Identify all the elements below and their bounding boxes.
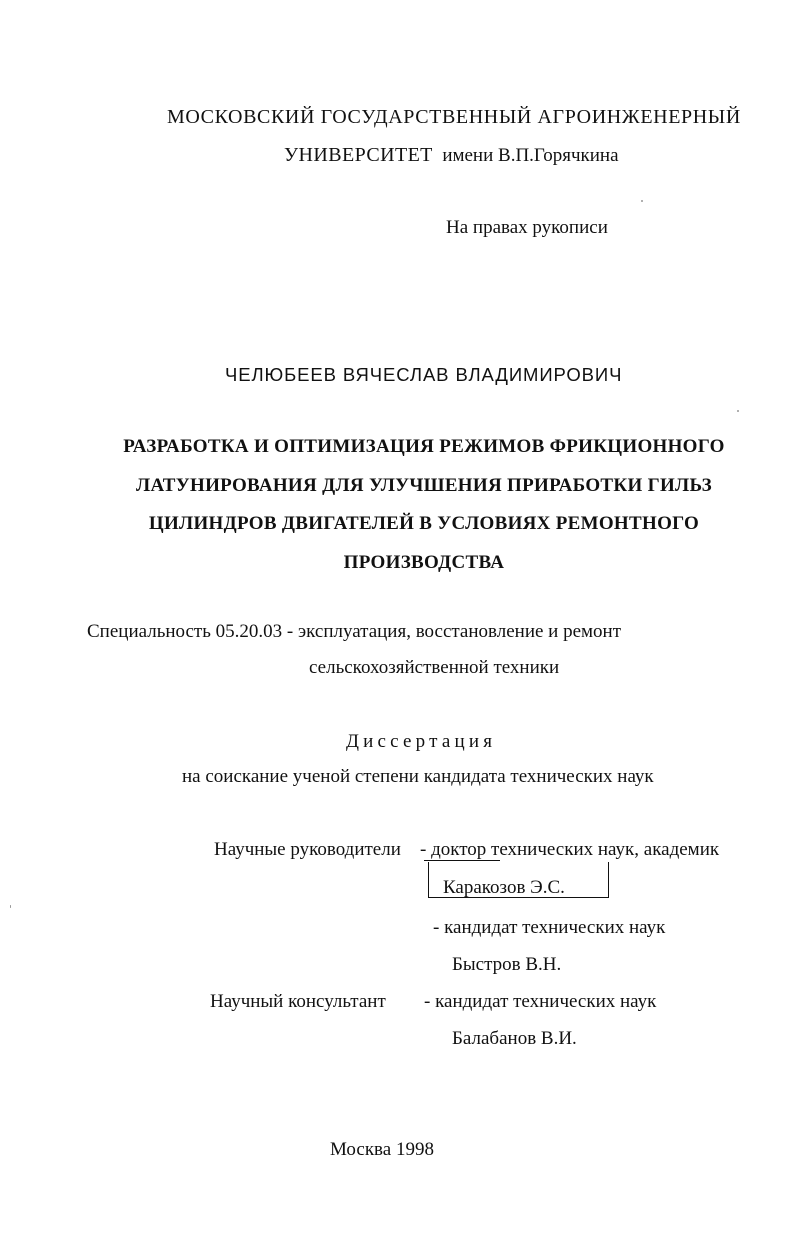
dissertation-title (100, 428, 748, 582)
title-line: ЦИЛИНДРОВ ДВИГАТЕЛЕЙ В УСЛОВИЯХ РЕМОНТНОГО (148, 513, 700, 534)
institution-university: УНИВЕРСИТЕТ (284, 144, 433, 166)
consultant-role: - кандидат технических наук (424, 991, 657, 1012)
scan-speck (737, 410, 739, 412)
title-line: РАЗРАБОТКА И ОПТИМИЗАЦИЯ РЕЖИМОВ ФРИКЦИОННОГО (123, 436, 725, 457)
specialty-line-2: сельскохозяйственной техники (309, 657, 560, 678)
institution-line-2 (284, 143, 619, 168)
supervisors-label: Научные руководители (214, 839, 401, 860)
consultant-label: Научный консультант (210, 991, 386, 1012)
title-line: ЛАТУНИРОВАНИЯ ДЛЯ УЛУЧШЕНИЯ ПРИРАБОТКИ ГИЛЬЗ (136, 474, 712, 496)
title-line: ПРОИЗВОДСТВА (343, 551, 505, 573)
supervisor-1-name: Каракозов Э.С. (443, 877, 565, 898)
specialty-line-1: Специальность 05.20.03 - эксплуатация, восстановление и ремонт (87, 621, 622, 642)
supervisor-2-role: - кандидат технических наук (433, 917, 666, 938)
city-year: Москва 1998 (330, 1139, 434, 1160)
institution-line-1: МОСКОВСКИЙ ГОСУДАРСТВЕННЫЙ АГРОИНЖЕНЕРНЫЙ (167, 106, 741, 128)
degree-statement: на соискание ученой степени кандидата технических наук (182, 766, 654, 787)
document-type: Диссертация (346, 731, 497, 752)
manuscript-rights-note: На правах рукописи (446, 217, 608, 238)
institution-named-after: имени В.П.Горячкина (442, 145, 619, 166)
supervisor-1-role: - доктор технических наук, академик (420, 839, 720, 860)
scan-speck (10, 905, 11, 908)
consultant-name: Балабанов В.И. (452, 1028, 577, 1049)
supervisor-2-name: Быстров В.Н. (452, 954, 562, 975)
author-name: ЧЕЛЮБЕЕВ ВЯЧЕСЛАВ ВЛАДИМИРОВИЧ (225, 364, 623, 385)
supervisor-1-box-top (424, 860, 500, 861)
scan-speck (641, 200, 643, 202)
